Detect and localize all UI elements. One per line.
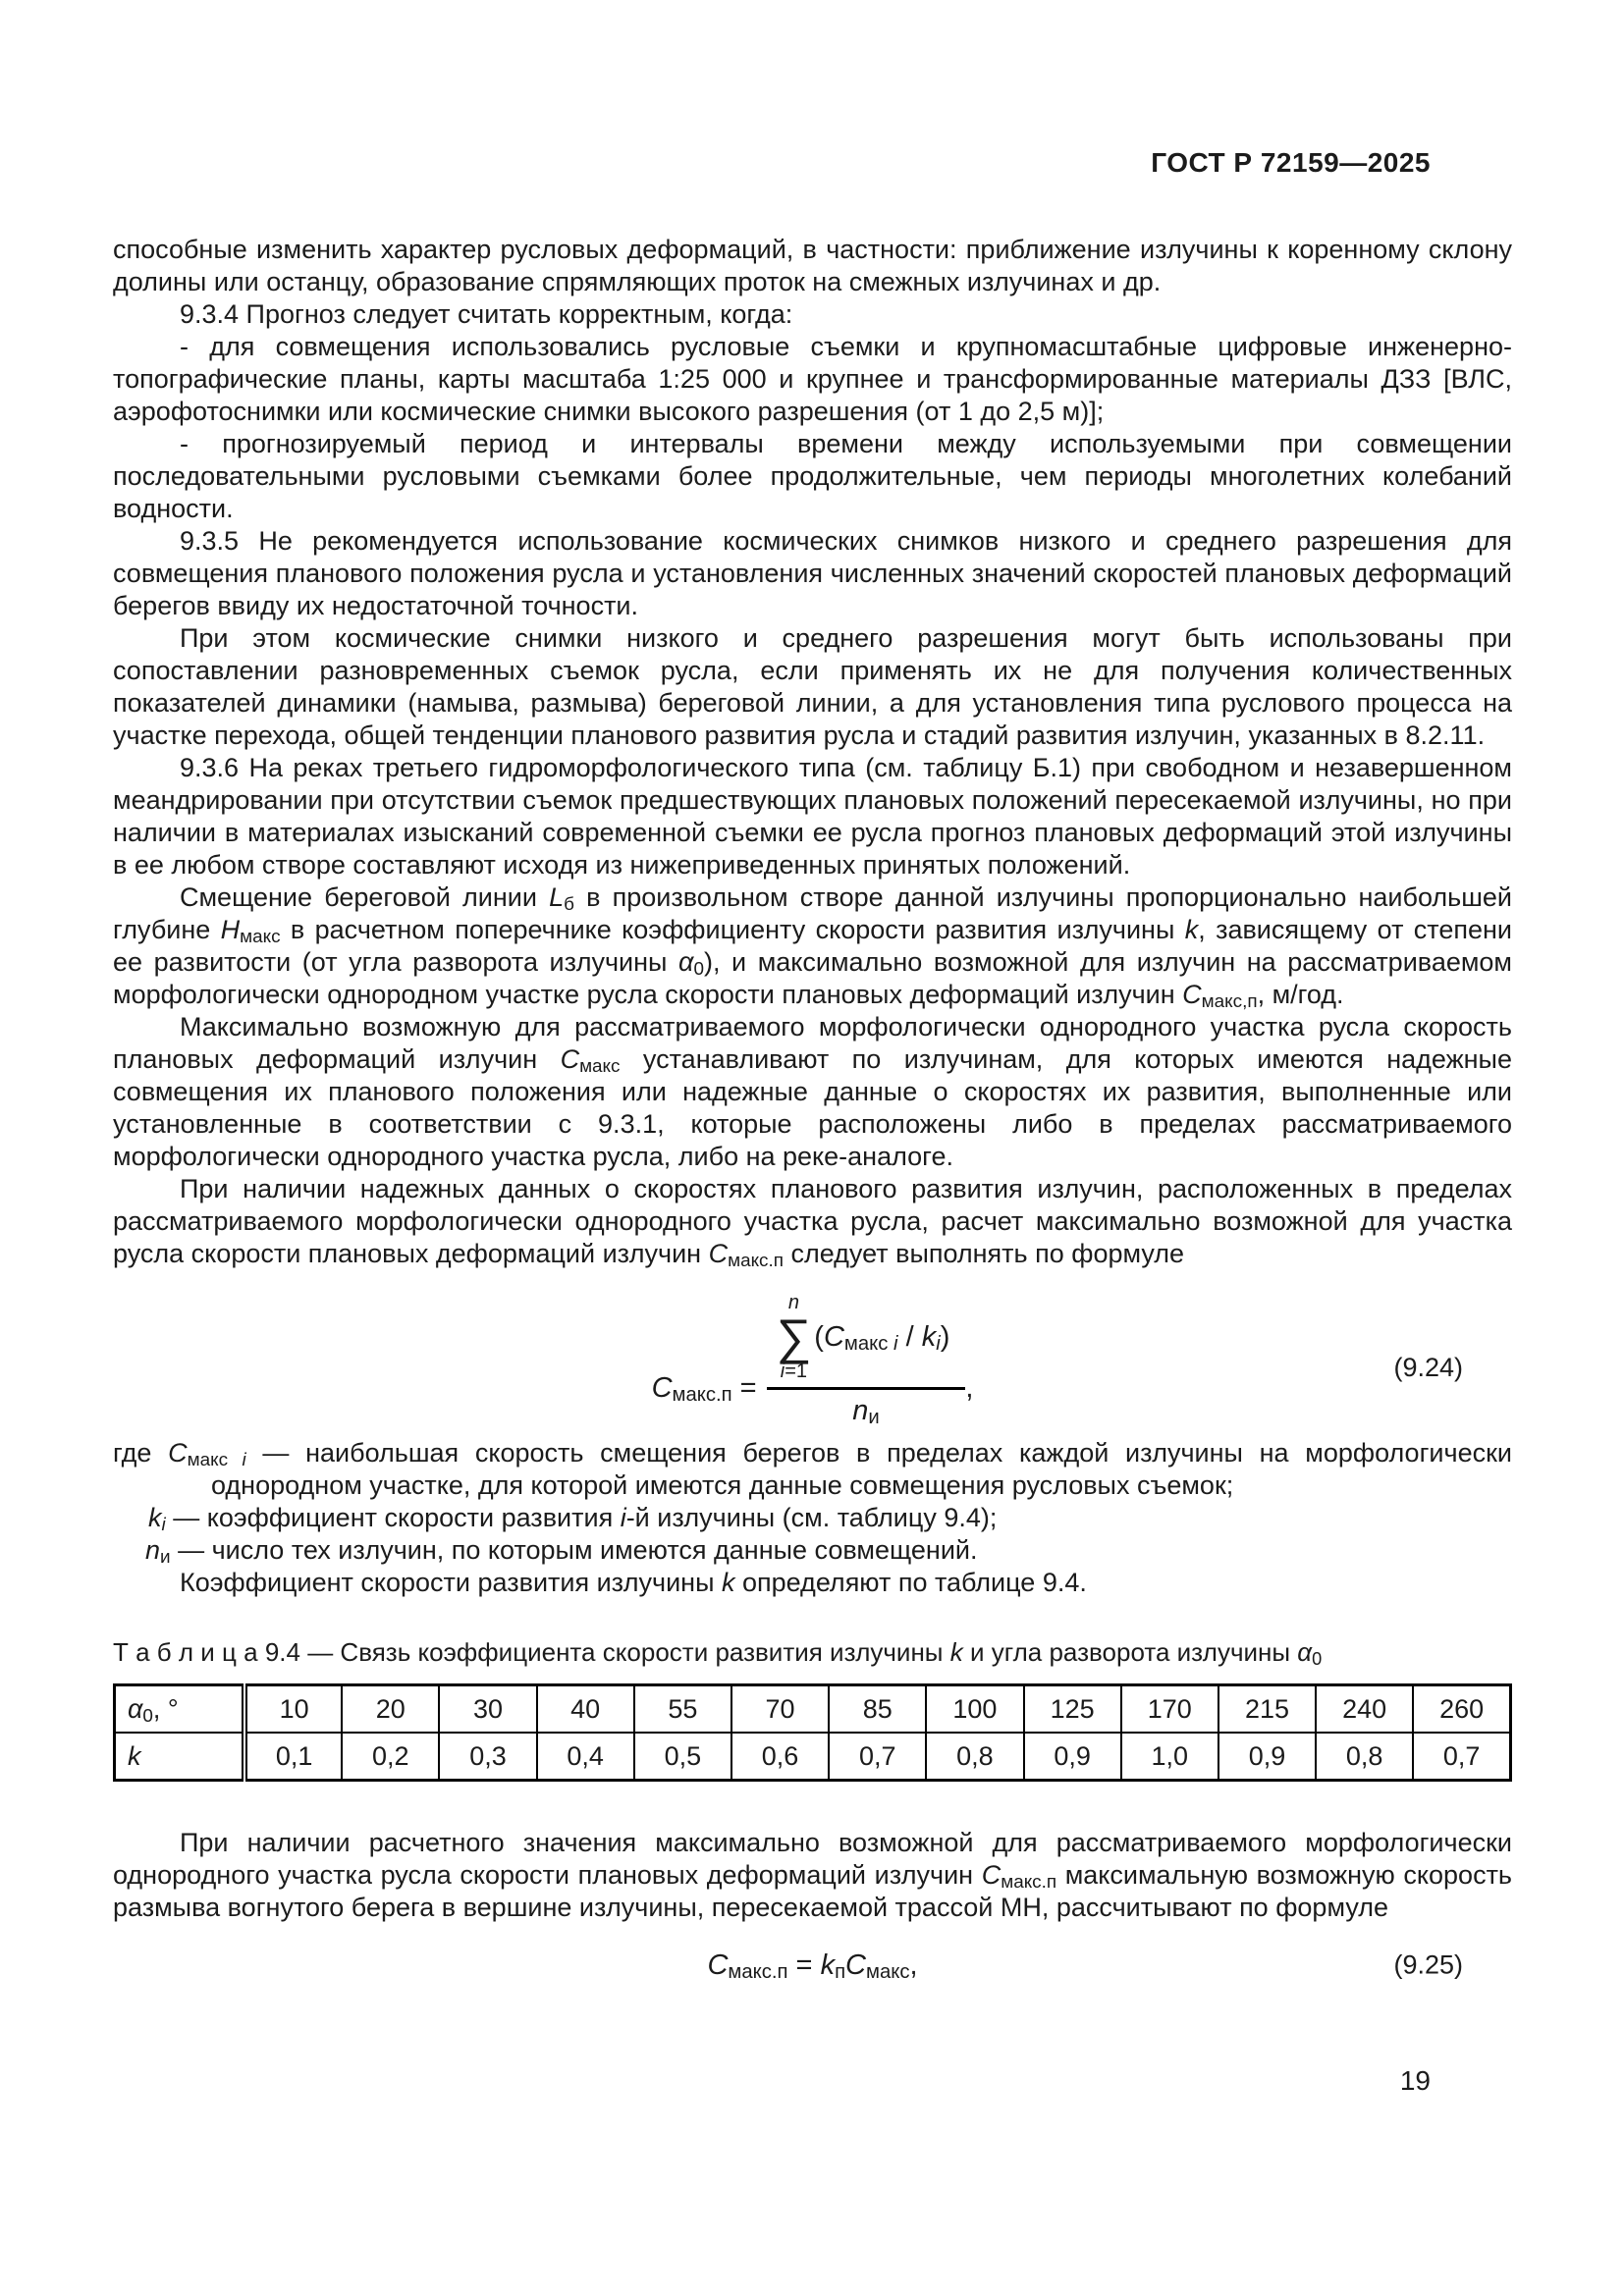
where-term-ni: $n_и$ — число тех излучин, по которым имеются данные совмещений. — [145, 1535, 978, 1569]
table-k-value-cell: 0,6 — [731, 1733, 829, 1781]
table-angle-value-cell: 85 — [829, 1685, 926, 1734]
paragraph-shoreline-shift: Смещение береговой линии $L_б$ в произвольном створе данной излучины пропорционально наибольшей глубине $H_{макс}$ в расчетном поперечнике коэффициенту скорости развития излучины k, зависящему от степени ее развитости (от угла разворота излучины $\alpha_0$), и максимально возможной для излучин на рассматриваемом морфологически однородном участке русла скорости плановых деформаций излучин $С_{макс,п}$, м/год. — [113, 882, 1512, 1013]
table-k-value-cell: 0,7 — [829, 1733, 926, 1781]
table-k-value-cell: 0,4 — [537, 1733, 634, 1781]
table-angle-value-cell: 260 — [1413, 1685, 1510, 1734]
table-angle-value-cell: 125 — [1024, 1685, 1121, 1734]
fraction-numerator — [767, 1292, 966, 1387]
table-angle-value-cell: 70 — [731, 1685, 829, 1734]
table-angle-value-cell: 55 — [634, 1685, 731, 1734]
paragraph-satellite-use: При этом космические снимки низкого и среднего разрешения могут быть использованы при сопоставлении разновременных съемок русла, если применять их не для получения количественных показателей динамики (намыва, размыва) береговой линии, а для установления типа руслового процесса на участке перехода, общей тенденции планового развития русла и стадий развития излучин, указанных в 8.2.11. — [113, 623, 1512, 750]
formula-number-9-24: (9.24) — [1393, 1353, 1463, 1382]
paragraph-continuation: способные изменить характер русловых деформаций, в частности: приближение излучины к коренному склону долины или останцу, образование спрямляющих проток на смежных излучинах и др. — [113, 235, 1512, 296]
fraction — [767, 1292, 966, 1427]
formula-trailing-comma: , — [965, 1371, 974, 1404]
paragraph-9-3-4: 9.3.4 Прогноз следует считать корректным, когда: — [180, 299, 793, 329]
table-k-value-cell: 0,2 — [342, 1733, 439, 1781]
sum-lower-limit: i=1 — [780, 1361, 808, 1382]
formula-9-24-body — [652, 1292, 974, 1427]
running-header: ГОСТ Р 72159—2025 — [1151, 147, 1431, 178]
coefficient-table — [113, 1683, 1512, 1782]
paragraph-max-speed: Максимально возможную для рассматриваемого морфологически однородного участка русла скорость плановых деформаций излучин $С_{макс}$ устанавливают по излучинам, для которых имеются надежные совмещения их планового положения или надежные данные о скоростях их развития, выполненные или установленные в соответствии с 9.3.1, которые расположены либо в пределах рассматриваемого морфологически однородного участка русла, либо на реке-аналоге. — [113, 1012, 1512, 1171]
page-number: 19 — [1399, 2065, 1431, 2096]
table-k-value-cell: 0,3 — [439, 1733, 536, 1781]
table-angle-value-cell: 170 — [1121, 1685, 1218, 1734]
fraction-denominator: $n_и$ — [852, 1395, 880, 1429]
paragraph-9-3-5: 9.3.5 Не рекомендуется использование космических снимков низкого и среднего разрешения для совмещения планового положения русла и установления численных значений скоростей плановых деформаций берегов ввиду их недостаточной точности. — [113, 526, 1512, 620]
table-k-value-cell: 0,8 — [926, 1733, 1023, 1781]
formula-lhs: $С_{макс.п}$ = — [651, 1371, 757, 1406]
table-angle-value-cell: 30 — [439, 1685, 536, 1734]
table-k-value-cell: 0,8 — [1316, 1733, 1413, 1781]
table-data-row — [115, 1733, 1511, 1781]
paragraph-coefficient-note: Коэффициент скорости развития излучины k определяют по таблице 9.4. — [180, 1568, 1087, 1597]
table-k-value-cell: 1,0 — [1121, 1733, 1218, 1781]
table-angle-value-cell: 10 — [244, 1685, 342, 1734]
formula-9-25 — [113, 1938, 1512, 1993]
formula-number-9-25: (9.25) — [1393, 1949, 1463, 1980]
where-term-cmax: где $С_{макс}$ $_i$ — наибольшая скорость смещения берегов в пределах каждой излучины на морфологически однородном участке, для которой имеются данные совмещения русловых съемок; — [113, 1438, 1512, 1500]
text-block — [113, 147, 1512, 1993]
table-header-angle-cell: $\alpha_0$, ° — [115, 1685, 245, 1734]
sum-upper-limit: n — [787, 1292, 799, 1313]
paragraph-9-3-6: 9.3.6 На реках третьего гидроморфологического типа (см. таблицу Б.1) при свободном и незавершенном меандрировании при отсутствии съемок предшествующих плановых положений пересекаемой излучины, но при наличии в материалах изысканий современной съемки ее русла прогноз плановых деформаций этой излучины в ее любом створе составляют исходя из нижеприведенных принятых положений. — [113, 753, 1512, 880]
list-item-surveys: - для совмещения использовались русловые съемки и крупномасштабные цифровые инженерно-топографические планы, карты масштаба 1:25 000 и крупнее и трансформированные материалы ДЗЗ [ВЛС, аэрофотоснимки или космические снимки высокого разрешения (от 1 до 2,5 м)]; — [113, 332, 1512, 426]
formula-9-25-body: $С_{макс.п} = k_пС_{макс}$, — [707, 1949, 918, 1983]
table-k-value-cell: 0,5 — [634, 1733, 731, 1781]
table-k-value-cell: 0,9 — [1024, 1733, 1121, 1781]
table-angle-value-cell: 240 — [1316, 1685, 1413, 1734]
table-k-value-cell: 0,9 — [1218, 1733, 1316, 1781]
table-header-row — [115, 1685, 1511, 1734]
where-term-ki: $k_i$ — коэффициент скорости развития i-й излучины (см. таблицу 9.4); — [148, 1503, 998, 1536]
sigma-sum-icon: ∑ — [776, 1309, 812, 1364]
table-angle-value-cell: 215 — [1218, 1685, 1316, 1734]
paragraph-formula-intro: При наличии надежных данных о скоростях планового развития излучин, расположенных в пределах рассматриваемого морфологически однородного участка русла, расчет максимально возможной для участка русла скорости плановых деформаций излучин $С_{макс.п}$ следует выполнять по формуле — [113, 1174, 1512, 1272]
summation — [777, 1292, 812, 1382]
table-k-value-cell: 0,7 — [1413, 1733, 1510, 1781]
formula-9-24 — [113, 1292, 1512, 1427]
numerator-expression: ($С_{макс}$ $_i / k_i$) — [814, 1320, 950, 1355]
table-k-value-cell: 0,1 — [244, 1733, 342, 1781]
list-item-period: - прогнозируемый период и интервалы времени между используемыми при совмещении последовательными русловыми съемками более продолжительные, чем периоды многолетних колебаний водности. — [113, 429, 1512, 523]
table-angle-value-cell: 100 — [926, 1685, 1023, 1734]
table-k-label-cell: k — [115, 1733, 245, 1781]
table-angle-value-cell: 20 — [342, 1685, 439, 1734]
table-angle-value-cell: 40 — [537, 1685, 634, 1734]
paragraph-closing: При наличии расчетного значения максимально возможной для рассматриваемого морфологически однородного участка русла скорости плановых деформаций излучин $С_{макс.п}$ максимальную возможную скорость размыва вогнутого берега в вершине излучины, пересекаемой трассой МН, рассчитывают по формуле — [113, 1828, 1513, 1922]
table-caption: Т а б л и ц а 9.4 — Связь коэффициента скорости развития излучины k и угла разворота излучины $\alpha_0$ — [113, 1637, 1323, 1669]
